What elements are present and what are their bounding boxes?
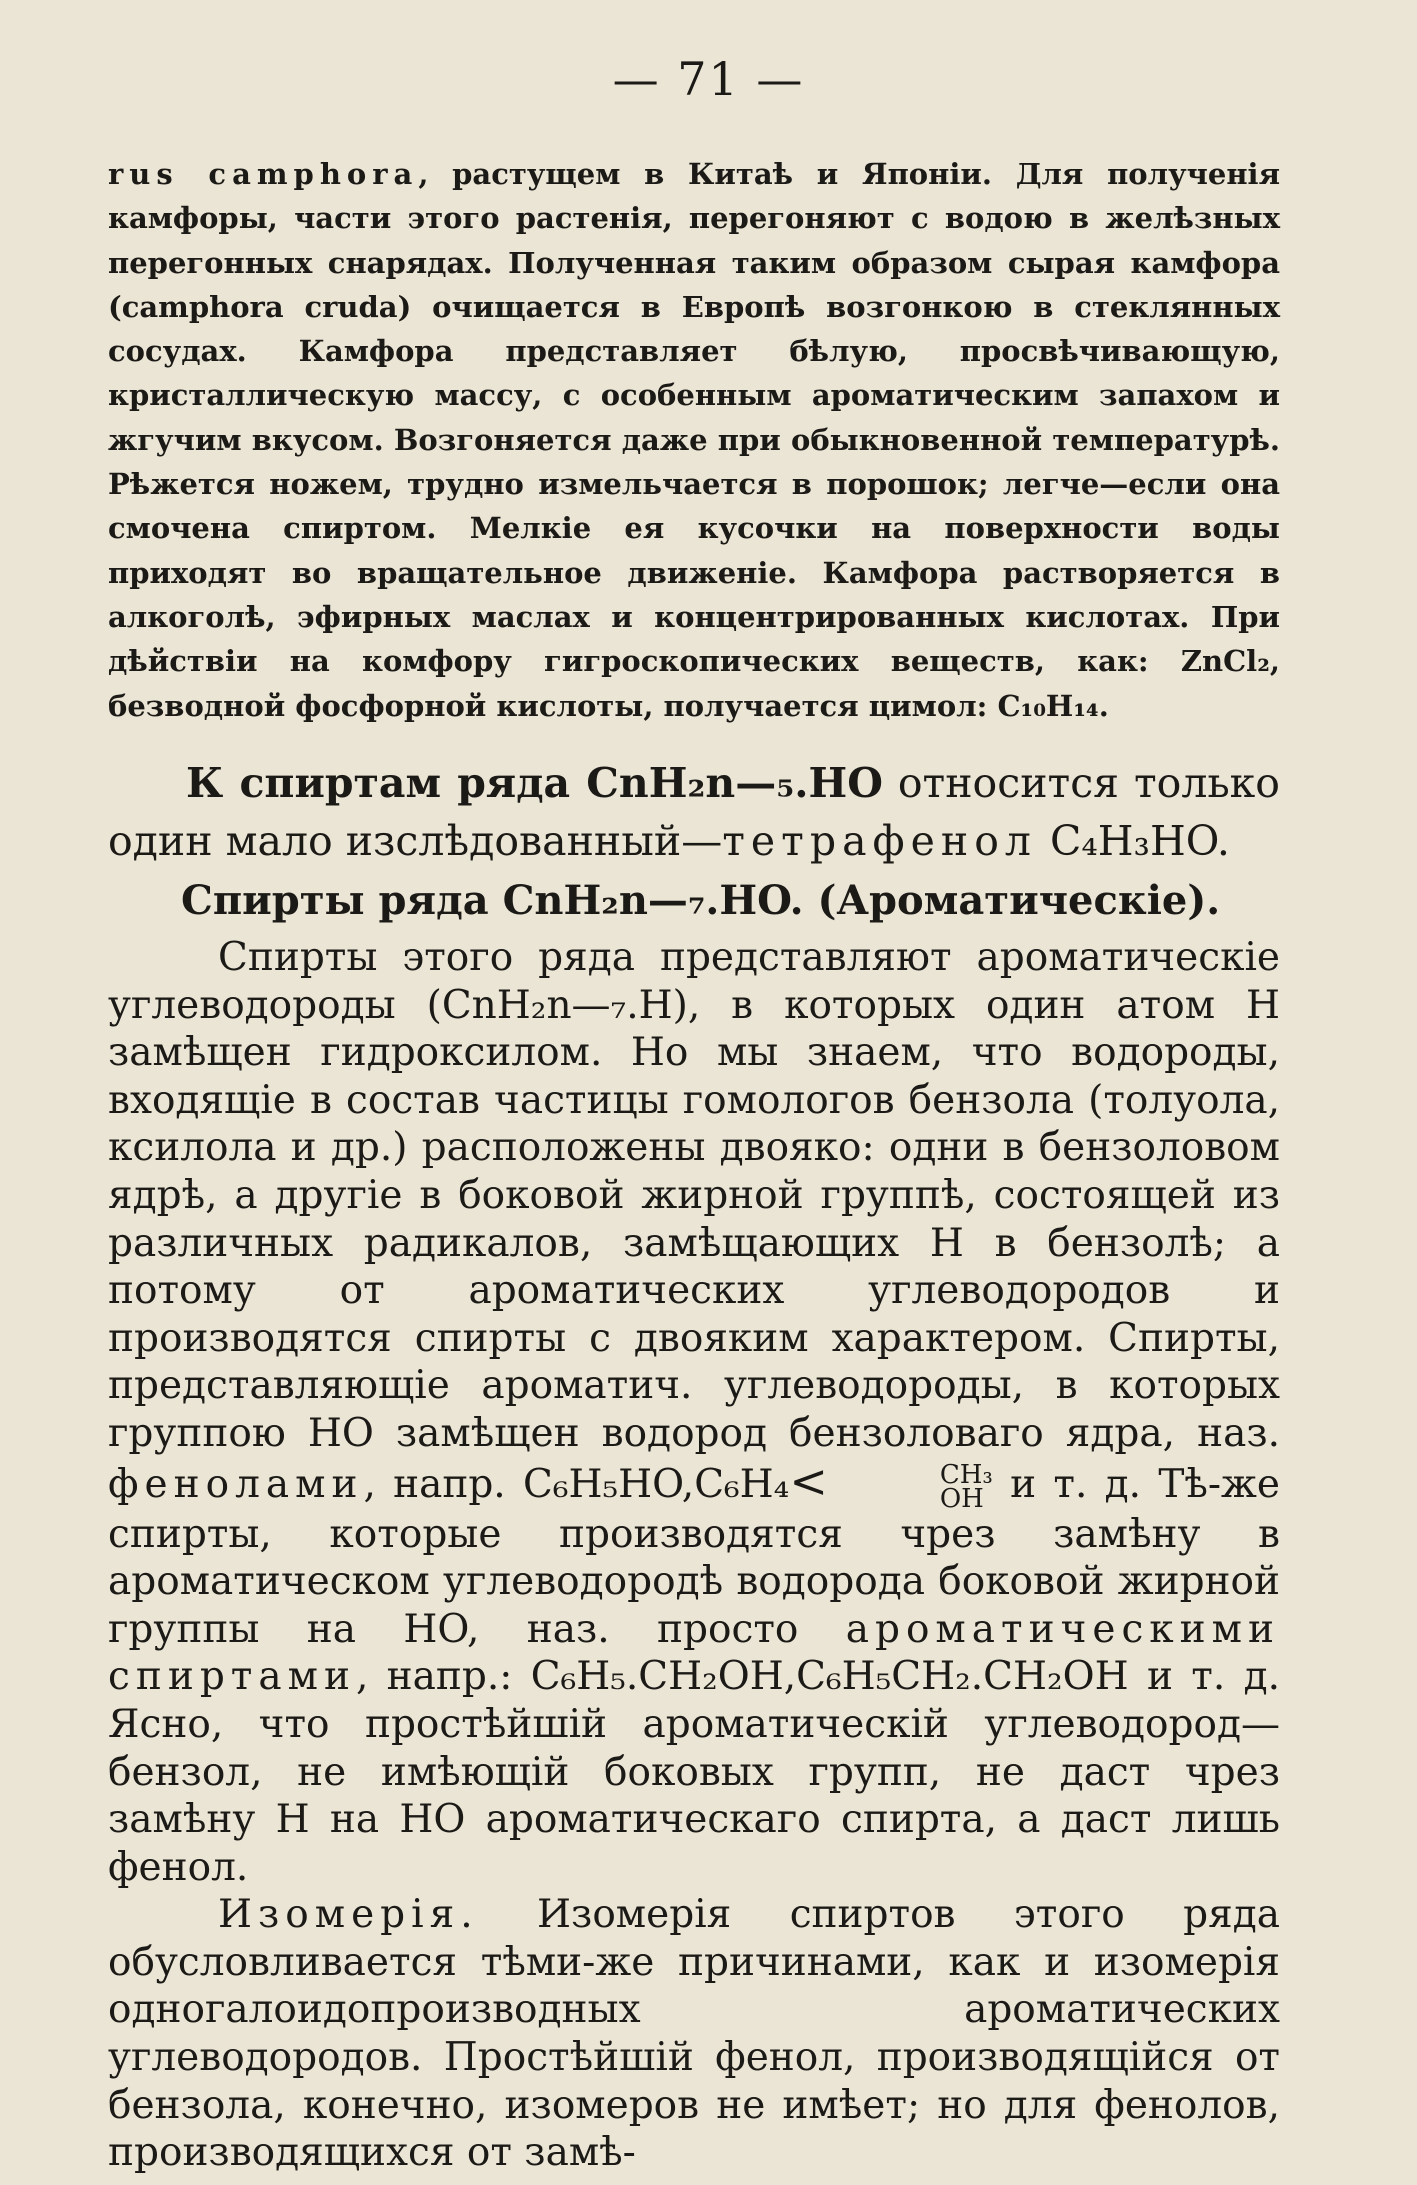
tetraphenol-formula: C₄H₃HO. [1036,817,1230,865]
cresol-fraction [830,1459,993,1514]
aromatic-paragraph [108,934,1280,1891]
camphor-body: , растущем в Китаѣ и Японіи. Для полученія камфоры, части этого растенія, перегоняют с водою в желѣзных перегонных снарядах. Полученная таким образом сырая камфора (camphora cruda) очищается в Европѣ возгонкою в стеклянных сосудах. Камфора представляет бѣлую, просвѣчивающую, кристаллическую массу, с особенным ароматическим запахом и жгучим вкусом. Возгоняется даже при обыкновенной температурѣ. Рѣжется ножем, трудно измельчается в порошок; легче—если она смочена спиртом. Мелкіе ея кусочки на поверхности воды приходят во вращательное движеніе. Камфора растворяется в алкоголѣ, эфирных маслах и концентрированных кислотах. При дѣйствіи на комфору гигроскопических веществ, как: ZnCl₂, безводной фосфорной кислоты, получается цимол: C₁₀H₁₄. [108,157,1280,723]
page-number: — 71 — [612,52,805,106]
fraction-bottom: OH [939,1483,984,1514]
less-than-sign: < [789,1453,828,1508]
isomerism-term: Изомерія. [218,1892,479,1938]
tetraphenol-paragraph [108,754,1280,870]
tetraphenol-term: тетрафенол [722,817,1037,865]
isomerism-text: Изомерія спиртов этого ряда обусловливается тѣми-же причинами, как и изомерія одногалоидопроизводных ароматических углеводородов. Простѣйшій фенол, производящійся от бензола, конечно, изомеров не имѣет; но для фенолов, производящихся от замѣ- [108,1892,1280,2176]
aromatic-part2: , напр. C₆H₅HO,C₆H₄ [363,1461,790,1507]
camphor-text [108,152,1280,728]
isomerism-paragraph [108,1891,1280,2177]
camphor-latin-name: rus camphora [108,157,419,191]
tetraphenol-heading: К спиртам ряда CnH₂n—₅.HO [186,759,883,807]
aromatic-part3: и т. д. Тѣ-же спирты, которые производятся чрез замѣну в ароматическом углеводородѣ водорода боковой жирной группы на HO, наз. просто [108,1461,1280,1652]
main-text [108,934,1280,2177]
aromatic-part4: , напр.: C₆H₅.CH₂OH,C₆H₅CH₂.CH₂OH и т. д. Ясно, что простѣйшій ароматическій углеводород—бензол, не имѣющій боковых групп, не даст чрез замѣну H на HO ароматическаго спирта, а даст лишь фенол. [108,1654,1280,1890]
camphor-paragraph [108,152,1280,728]
phenols-term: фенолами [108,1461,364,1507]
aromatic-part1: Спирты этого ряда представляют ароматическіе углеводороды (CnH₂n—₇.H), в которых один атом H замѣщен гидроксилом. Но мы знаем, что водороды, входящіе в состав частицы гомологов бензола (толуола, ксилола и др.) расположены двояко: одни в бензоловом ядрѣ, а другіе в боковой жирной группѣ, состоящей из различных радикалов, замѣщающих H в бензолѣ; а потому от ароматических углеводородов и производятся спирты с двояким характером. Спирты, представляющіе ароматич. углеводороды, в которых группою HO замѣщен водород бензоловаго ядра, наз. [108,935,1280,1456]
section-heading: Спирты ряда CnH₂n—₇.HO. (Ароматическіе). [181,877,1221,924]
aromatic-alcohols-term: ароматическими спиртами [108,1606,1280,1700]
fraction-top: CH₃ [939,1459,993,1490]
tetraphenol-text: относится только один мало изслѣдованный— [108,759,1280,865]
